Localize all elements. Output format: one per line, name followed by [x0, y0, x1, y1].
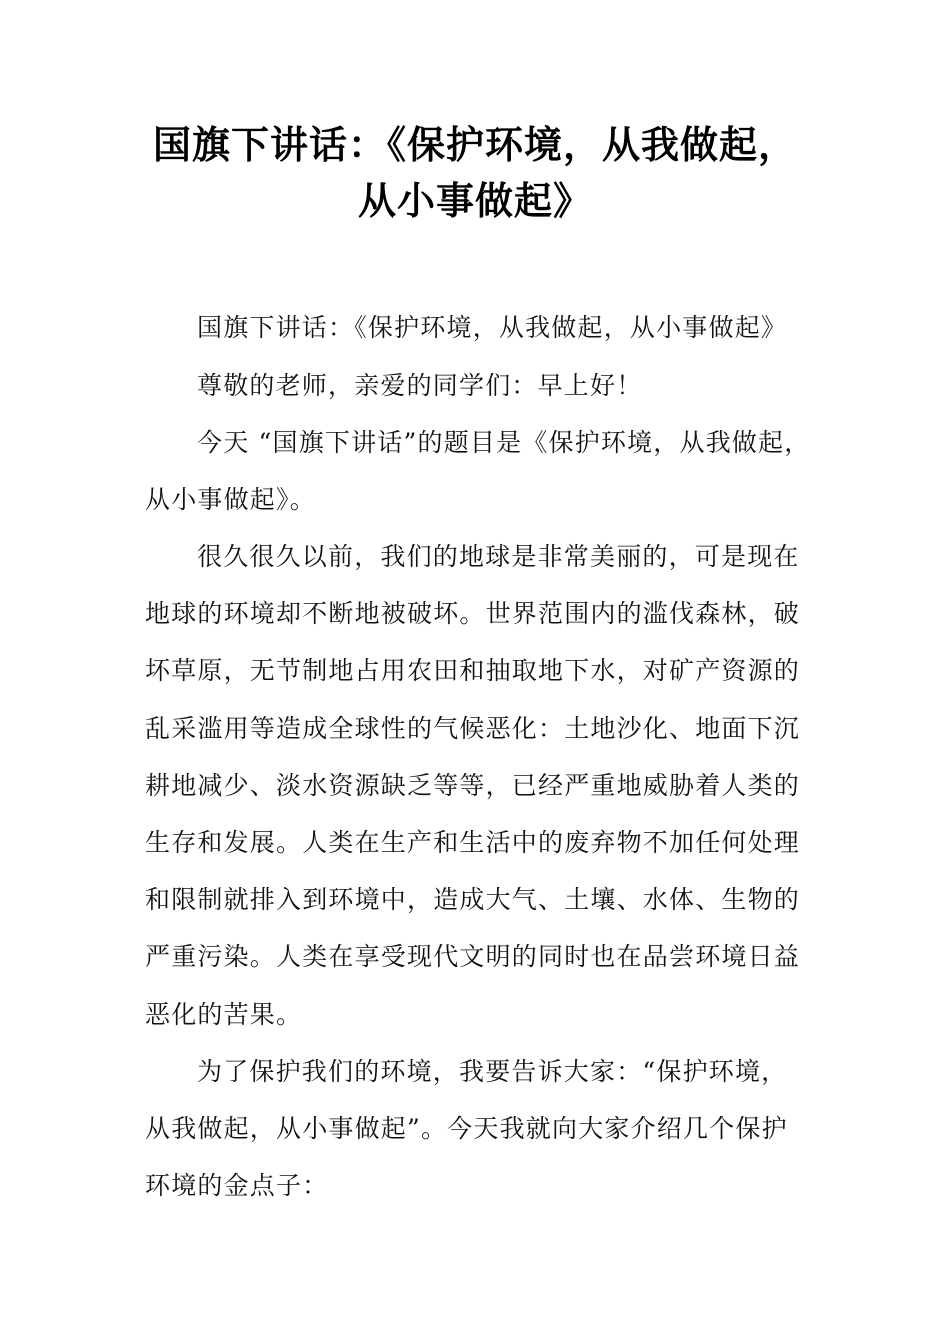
paragraph-line: 生存和发展。人类在生产和生活中的废弃物不加任何处理 — [145, 828, 801, 858]
paragraph-line: 国旗下讲话：《保护环境，从我做起，从小事做起》 — [197, 313, 788, 342]
paragraph-2 — [145, 357, 815, 414]
paragraph-line: 和限制就排入到环境中，造成大气、土壤、水体、生物的 — [145, 885, 801, 915]
paragraph-1 — [145, 299, 815, 356]
paragraph-line: 从小事做起》。 — [145, 485, 316, 515]
paragraph-line: 环境的金点子： — [145, 1171, 329, 1201]
paragraph-line: 为了保护我们的环境，我要告诉大家：“保护环境， — [197, 1057, 788, 1086]
paragraph-3 — [145, 414, 815, 528]
paragraph-line: 今天 “国旗下讲话”的题目是《保护环境，从我做起， — [197, 428, 811, 457]
paragraph-line: 很久很久以前，我们的地球是非常美丽的，可是现在 — [197, 542, 800, 571]
paragraph-5 — [145, 1043, 815, 1215]
paragraph-line: 尊敬的老师，亲爱的同学们：早上好！ — [197, 371, 643, 400]
paragraph-4 — [145, 528, 815, 1043]
paragraph-line: 从我做起，从小事做起”。今天我就向大家介绍几个保护 — [145, 1114, 788, 1144]
paragraph-line: 恶化的苦果。 — [145, 999, 303, 1029]
paragraph-line: 地球的环境却不断地被破坏。世界范围内的滥伐森林，破 — [145, 599, 801, 629]
paragraph-line: 坏草原，无节制地占用农田和抽取地下水，对矿产资源的 — [145, 656, 801, 686]
document-title-line-1: 国旗下讲话：《保护环境，从我做起， — [152, 123, 797, 167]
document-title-line-2: 从小事做起》 — [357, 179, 592, 223]
paragraph-line: 乱采滥用等造成全球性的气候恶化：土地沙化、地面下沉 — [145, 713, 801, 743]
paragraph-line: 严重污染。人类在享受现代文明的同时也在品尝环境日益 — [145, 942, 801, 972]
paragraph-line: 耕地减少、淡水资源缺乏等等，已经严重地威胁着人类的 — [145, 770, 801, 800]
